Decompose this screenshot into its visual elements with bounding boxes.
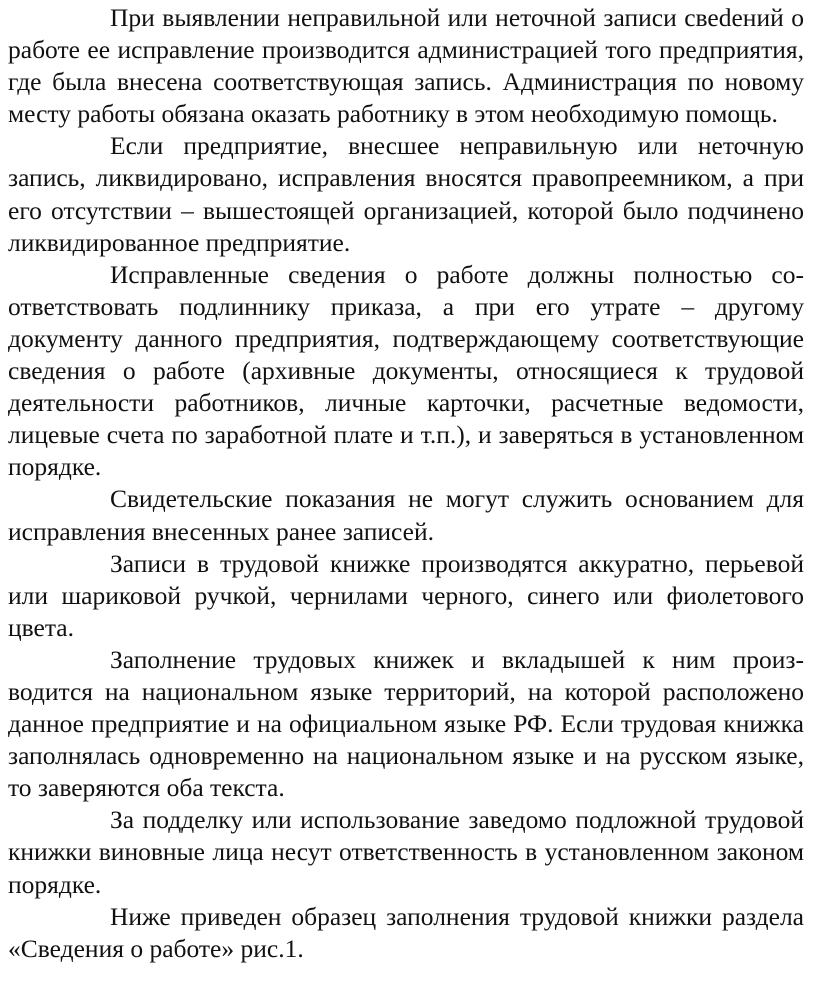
- paragraph-correction-procedure: При выявлении неправильной или неточной записи свеdений о работе ее исправление производится администрацией того предприятия, где была внесена соответствующая запись. Администрация по новому месту работы обязана оказать работнику в этом необходимую помощь.: [8, 3, 804, 129]
- paragraph-witness-testimony: Свидетельские показания не могут служить основанием для исправления внесенных ранее записей.: [8, 484, 804, 546]
- paragraph-forgery-liability: За подделку или использование заведомо подложной трудовой книжки виновные лица несут ответственность в установленном законом порядке.: [8, 805, 804, 899]
- paragraph-sample-reference: Ниже приведен образец заполнения трудовой книжки раздела «Сведения о работе» рис.1.: [8, 901, 804, 963]
- paragraph-language-requirements: Заполнение трудовых книжек и вкладышей к ним производится на национальном языке территорий, на которой расположено данное предприятие и на официальном языке РФ. Если трудовая книжка заполнялась одновременно на национальном языке и на русском языке, то заверяются оба текста.: [8, 644, 804, 803]
- document-page: [8, 2, 804, 965]
- paragraph-corrected-information: Исправленные сведения о работе должны полностью соответствовать подлиннику приказа, а при его утрате – другому документу данного предприятия, подтверждающему соответствующие сведения о работе (архивные документы, относящиеся к трудовой деятельности работников, личные карточки, расчетные ведомости, лицевые счета по заработной плате и т.п.), и заверяться в установленном порядке.: [8, 259, 804, 482]
- paragraph-liquidated-enterprise: Если предприятие, внесшее неправильную или неточную запись, ликвидировано, исправления вносятся правопреемником, а при его отсутствии – вышестоящей организацией, которой было подчинено ликвидированное предприятие.: [8, 131, 804, 257]
- paragraph-ink-requirements: Записи в трудовой книжке производятся аккуратно, перьевой или шариковой ручкой, чернилами черного, синего или фиолетового цвета.: [8, 548, 804, 642]
